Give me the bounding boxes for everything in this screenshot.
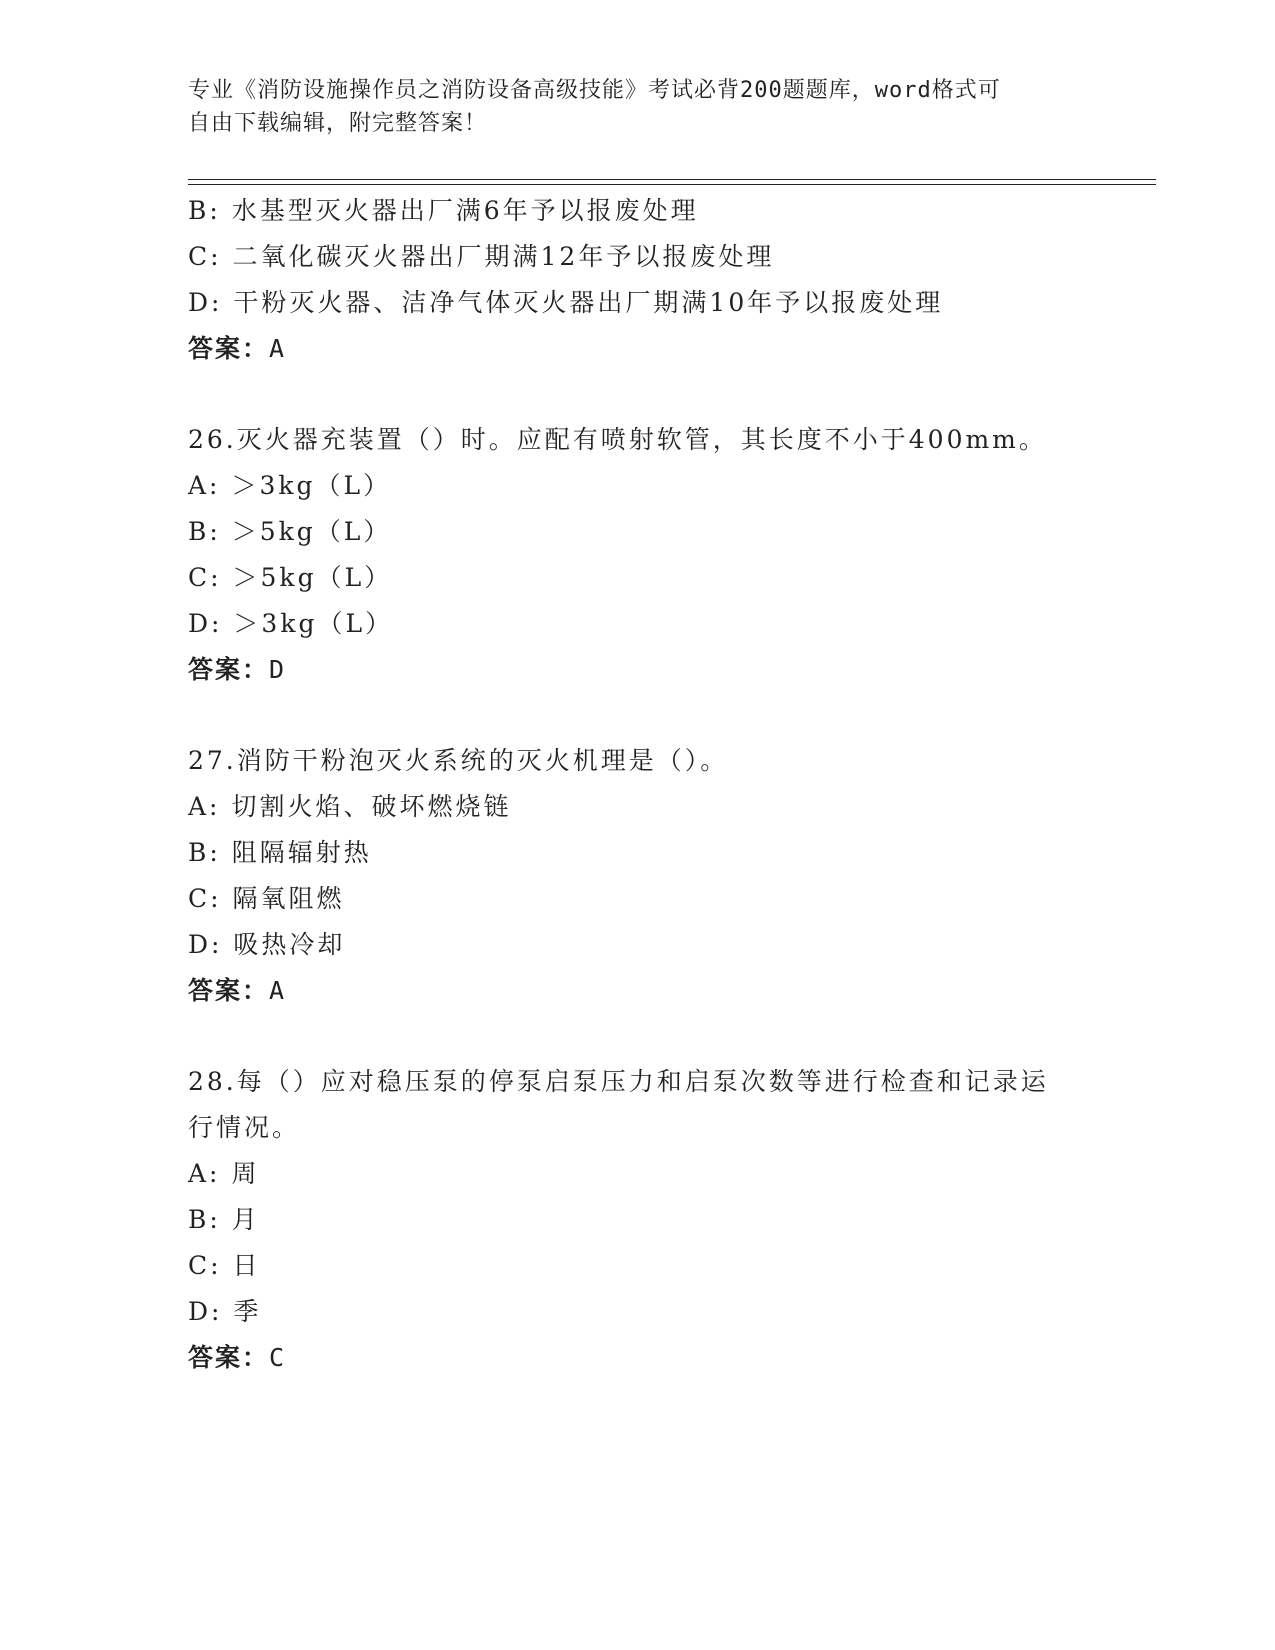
option-text: 日 <box>232 1251 261 1280</box>
option-label: C: <box>188 563 222 592</box>
option-text: 二氧化碳灭火器出厂期满12年予以报废处理 <box>232 242 775 271</box>
answer-value: A <box>269 334 287 363</box>
option-c <box>188 555 1088 601</box>
option-label: A: <box>188 471 221 500</box>
option-label: D: <box>188 930 223 959</box>
option-d <box>188 1289 1088 1335</box>
option-text: 隔氧阻燃 <box>232 884 345 913</box>
question-text-line-1: 28.每（）应对稳压泵的停泵启泵压力和启泵次数等进行检查和记录运 <box>188 1067 1049 1096</box>
option-b <box>188 188 1088 234</box>
option-text: 水基型灭火器出厂满6年予以报废处理 <box>231 196 699 225</box>
answer-line <box>188 1335 1088 1381</box>
option-a <box>188 1151 1088 1197</box>
option-label: B: <box>188 838 221 867</box>
option-label: B: <box>188 196 221 225</box>
option-label: C: <box>188 884 222 913</box>
answer-label: 答案： <box>188 334 270 363</box>
option-text: 阻隔辐射热 <box>231 838 372 867</box>
option-text: ＞3kg（L） <box>231 471 392 500</box>
option-label: A: <box>188 1159 221 1188</box>
option-c <box>188 876 1088 922</box>
option-d <box>188 280 1088 326</box>
option-label: C: <box>188 242 222 271</box>
option-text: 周 <box>231 1159 260 1188</box>
question-28 <box>188 1059 1088 1381</box>
answer-line <box>188 326 1088 372</box>
option-b <box>188 830 1088 876</box>
answer-label: 答案： <box>188 976 270 1005</box>
option-a <box>188 463 1088 509</box>
option-a <box>188 784 1088 830</box>
option-label: D: <box>188 609 223 638</box>
option-d <box>188 601 1088 647</box>
option-label: A: <box>188 792 221 821</box>
question-text: 27.消防干粉泡灭火系统的灭火机理是（）。 <box>188 746 729 775</box>
option-label: B: <box>188 517 221 546</box>
answer-value: D <box>269 655 287 684</box>
header-line-2: 自由下载编辑，附完整答案！ <box>188 111 488 136</box>
option-label: D: <box>188 1297 223 1326</box>
answer-value: C <box>269 1343 287 1372</box>
document-header <box>188 74 1068 140</box>
document-body <box>188 188 1088 1381</box>
option-text: ＞5kg（L） <box>231 517 392 546</box>
option-text: ＞5kg（L） <box>232 563 393 592</box>
option-text: 干粉灭火器、洁净气体灭火器出厂期满10年予以报废处理 <box>233 288 944 317</box>
option-text: 吸热冷却 <box>233 930 346 959</box>
answer-label: 答案： <box>188 1343 270 1372</box>
answer-value: A <box>269 976 287 1005</box>
header-rule-bottom <box>188 184 1156 185</box>
answer-line <box>188 968 1088 1014</box>
question-26 <box>188 417 1088 693</box>
option-text: 切割火焰、破坏燃烧链 <box>231 792 512 821</box>
header-rule-top <box>188 179 1156 180</box>
option-c <box>188 234 1088 280</box>
option-b <box>188 1197 1088 1243</box>
question-text: 26.灭火器充装置（）时。应配有喷射软管，其长度不小于400mm。 <box>188 425 1047 454</box>
option-label: D: <box>188 288 223 317</box>
header-line-1: 专业《消防设施操作员之消防设备高级技能》考试必背200题题库，word格式可 <box>188 78 1001 103</box>
option-d <box>188 922 1088 968</box>
option-text: 月 <box>231 1205 260 1234</box>
question-27 <box>188 738 1088 1014</box>
option-label: B: <box>188 1205 221 1234</box>
option-text: 季 <box>233 1297 262 1326</box>
option-c <box>188 1243 1088 1289</box>
question-25-tail <box>188 188 1088 372</box>
answer-line <box>188 647 1088 693</box>
answer-label: 答案： <box>188 655 270 684</box>
option-b <box>188 509 1088 555</box>
option-text: ＞3kg（L） <box>233 609 394 638</box>
question-text-line-2: 行情况。 <box>188 1113 301 1142</box>
option-label: C: <box>188 1251 222 1280</box>
